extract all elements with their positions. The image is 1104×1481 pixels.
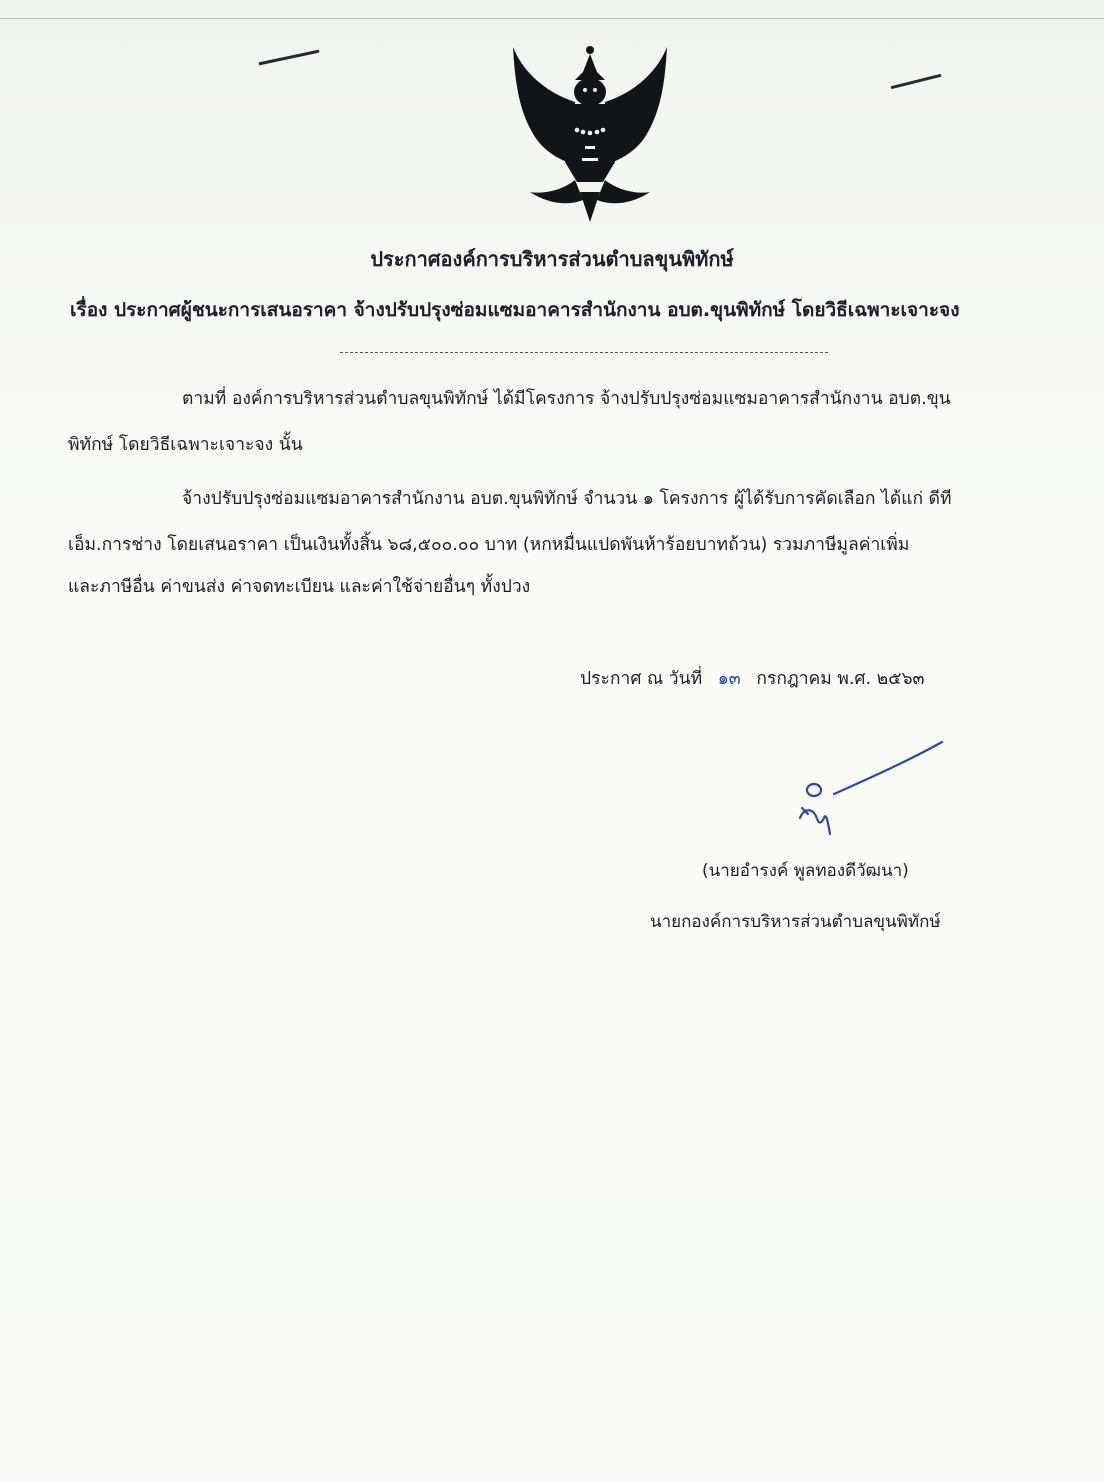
document-subject: เรื่อง ประกาศผู้ชนะการเสนอราคา จ้างปรับปรุงซ่อมแซมอาคารสำนักงาน อบต.ขุนพิทักษ์ โดยวิธีเฉพาะเจาะจง [70,299,960,321]
paper-top-edge [0,0,1104,19]
signer-position: นายกองค์การบริหารส่วนตำบลขุนพิทักษ์ [650,912,941,932]
body-line-2: พิทักษ์ โดยวิธีเฉพาะเจาะจง นั้น [68,435,303,455]
body-line-1: ตามที่ องค์การบริหารส่วนตำบลขุนพิทักษ์ ได้มีโครงการ จ้างปรับปรุงซ่อมแซมอาคารสำนักงาน อบต.ขุน [182,389,951,409]
body-line-4: เอ็ม.การช่าง โดยเสนอราคา เป็นเงินทั้งสิ้น ๖๘,๕๐๐.๐๐ บาท (หกหมื่นแปดพันห้าร้อยบาทถ้วน) รวมภาษีมูลค่าเพิ่ม [68,535,910,555]
announcement-date [580,664,925,692]
body-line-3: จ้างปรับปรุงซ่อมแซมอาคารสำนักงาน อบต.ขุนพิทักษ์ จำนวน ๑ โครงการ ผู้ได้รับการคัดเลือก ได้แก่ ดีที [182,489,952,509]
handwritten-signature [790,738,950,848]
document-title: ประกาศองค์การบริหารส่วนตำบลขุนพิทักษ์ [370,247,734,271]
staple-mark-left [258,50,319,66]
date-month-year: กรกฎาคม พ.ศ. ๒๕๖๓ [756,669,925,689]
body-line-5: และภาษีอื่น ค่าขนส่ง ค่าจดทะเบียน และค่าใช้จ่ายอื่นๆ ทั้งปวง [68,577,531,597]
staple-mark-right [890,74,941,89]
title-divider [340,352,828,353]
garuda-emblem-icon [505,42,675,227]
date-day: ๑๓ [717,669,741,689]
signer-name: (นายอำรงค์ พูลทองดีวัฒนา) [702,861,909,881]
date-prefix: ประกาศ ณ วันที่ [580,669,703,689]
